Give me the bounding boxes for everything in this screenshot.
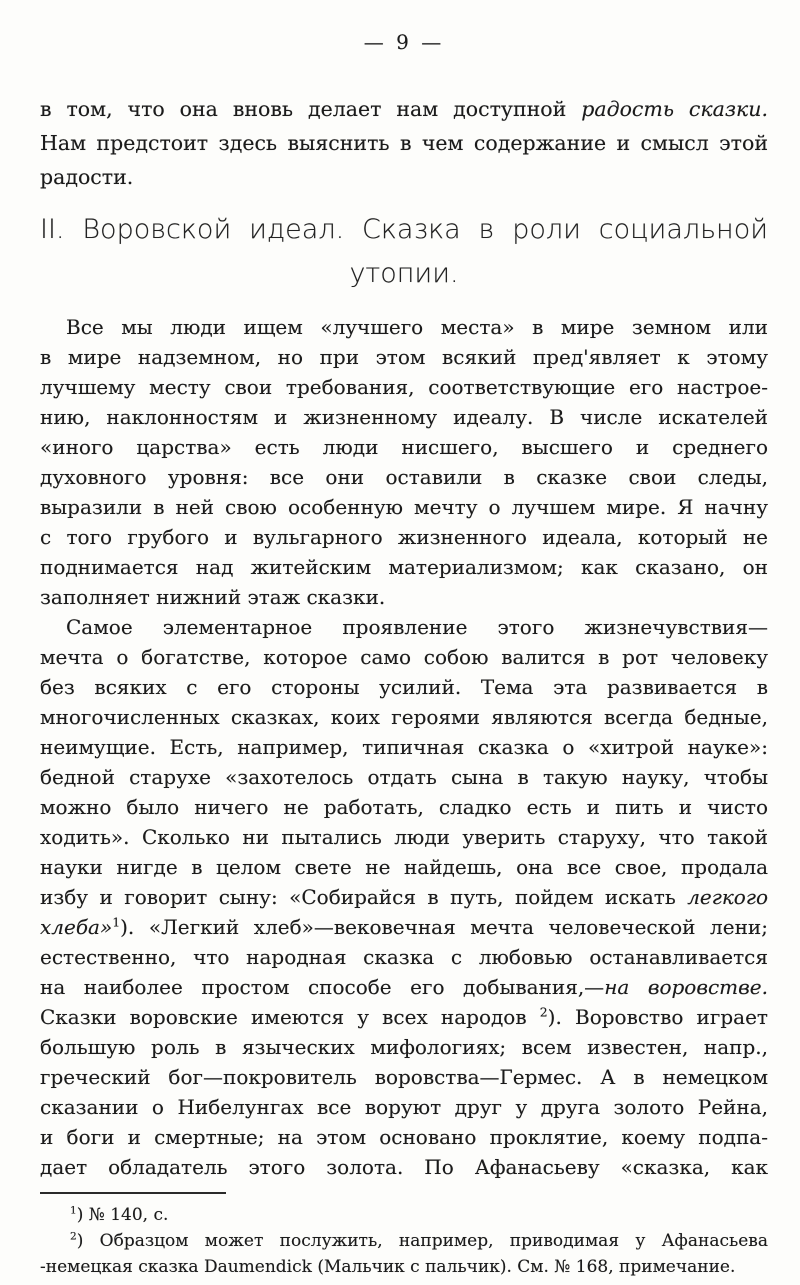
- text-line: [40, 160, 768, 194]
- text-segment: ) № 140, с.: [76, 1205, 169, 1225]
- text-segment: радости.: [40, 165, 134, 189]
- text-segment: науки нигде в целом свете не найдешь, она все свое, продала: [40, 855, 768, 879]
- text-line: [40, 882, 768, 912]
- text-segment: Нам предстоит здесь выяснить в чем содержание и смысл этой: [40, 131, 768, 155]
- text-line: [40, 672, 768, 702]
- text-segment: духовного уровня: все они оставили в сказке свои следы,: [40, 465, 768, 489]
- text-segment: 2: [70, 1230, 77, 1243]
- text-segment: хлеба»: [40, 915, 113, 939]
- footnote-separator: [40, 1192, 226, 1194]
- text-line: [40, 432, 768, 462]
- text-line: [40, 1202, 768, 1228]
- paragraph-seekers: [40, 312, 768, 612]
- text-segment: нию, наклонностям и жизненному идеалу. В числе искателей: [40, 405, 768, 429]
- text-segment: Сказки воровские имеются у всех народов: [40, 1005, 540, 1029]
- text-segment: ) Образцом может послужить, например, приводимая у Афанасьева: [76, 1231, 768, 1251]
- text-segment: естественно, что народная сказка с любовью останавливается: [40, 945, 768, 969]
- text-segment: Самое элементарное проявление этого жизнечувствия—: [66, 615, 768, 639]
- text-line: [40, 702, 768, 732]
- text-line: [40, 372, 768, 402]
- text-segment: легкого: [687, 885, 768, 909]
- section-heading-line-1: II. Воровской идеал. Сказка в роли социальной: [40, 214, 768, 245]
- text-line: [40, 1254, 768, 1280]
- text-segment: с того грубого и вульгарного жизненного идеала, который не: [40, 525, 768, 549]
- text-line: [40, 1002, 768, 1032]
- text-line: [40, 522, 768, 552]
- text-line: [40, 942, 768, 972]
- text-segment: лучшему месту свои требования, соответствующие его настрое-: [40, 375, 768, 399]
- text-line: [40, 492, 768, 522]
- text-segment: большую роль в языческих мифологиях; всем известен, напр.,: [40, 1035, 768, 1059]
- footnote-2: [40, 1228, 768, 1280]
- text-segment: поднимается над житейским материализмом; как сказано, он: [40, 555, 768, 579]
- text-segment: греческий бог—покровитель воровства—Гермес. А в немецком: [40, 1065, 768, 1089]
- text-segment: 2: [539, 1004, 548, 1020]
- section-heading-line-2: утопии.: [349, 258, 459, 289]
- text-segment: -немецкая сказка Daumendick (Мальчик с пальчик). См. № 168, примечание.: [40, 1257, 736, 1277]
- text-segment: ходить». Сколько ни пытались люди уверить старуху, что такой: [40, 825, 768, 849]
- footnotes-list: [40, 1202, 768, 1280]
- text-line: [40, 1228, 768, 1254]
- text-line: [40, 912, 768, 942]
- text-segment: сказании о Нибелунгах все воруют друг у друга золото Рейна,: [40, 1095, 768, 1119]
- text-line: [40, 126, 768, 160]
- text-line: [40, 822, 768, 852]
- text-line: [40, 342, 768, 372]
- text-segment: заполняет нижний этаж сказки.: [40, 585, 386, 609]
- text-segment: многочисленных сказках, коих героями являются всегда бедные,: [40, 705, 768, 729]
- text-line: [40, 402, 768, 432]
- text-segment: можно было ничего не работать, сладко есть и пить и чисто: [40, 795, 768, 819]
- text-line: [40, 462, 768, 492]
- text-segment: избу и говорит сыну: «Собирайся в путь, пойдем искать: [40, 885, 688, 909]
- text-line: [40, 762, 768, 792]
- text-line: [40, 92, 768, 126]
- body-top: [40, 92, 768, 194]
- text-segment: выразили в ней свою особенную мечту о лучшем мире. Я начну: [40, 495, 768, 519]
- text-segment: ). «Легкий хлеб»—вековечная мечта человеческой лени;: [120, 915, 768, 939]
- text-segment: Все мы люди ищем «лучшего места» в мире земном или: [66, 315, 768, 339]
- text-line: [40, 1032, 768, 1062]
- text-segment: на наиболее простом способе его добывания,—: [40, 975, 605, 999]
- text-segment: 1: [112, 914, 121, 930]
- text-line: [40, 972, 768, 1002]
- text-line: [40, 1152, 768, 1182]
- text-segment: неимущие. Есть, например, типичная сказка о «хитрой науке»:: [40, 735, 768, 759]
- footnote-1: [40, 1202, 768, 1228]
- text-segment: без всяких с его стороны усилий. Тема эта развивается в: [40, 675, 768, 699]
- text-segment: в том, что она вновь делает нам доступной: [40, 97, 582, 121]
- text-line: [40, 582, 768, 612]
- text-line: [40, 642, 768, 672]
- paragraph-continuation: [40, 92, 768, 194]
- text-line: [40, 852, 768, 882]
- text-line: [40, 1062, 768, 1092]
- text-segment: «иного царства» есть люди нисшего, высшего и среднего: [40, 435, 768, 459]
- text-line: [40, 792, 768, 822]
- text-line: [40, 312, 768, 342]
- text-segment: мечта о богатстве, которое само собою валится в рот человеку: [40, 645, 768, 669]
- text-segment: на воровстве.: [604, 975, 768, 999]
- text-segment: бедной старухе «захотелось отдать сына в такую науку, чтобы: [40, 765, 768, 789]
- text-line: [40, 732, 768, 762]
- text-segment: в мире надземном, но при этом всякий пред'являет к этому: [40, 345, 768, 369]
- section-heading: [40, 208, 768, 296]
- text-segment: дает обладатель этого золота. По Афанасьеву «сказка, как: [40, 1155, 768, 1179]
- text-line: [40, 1092, 768, 1122]
- text-segment: и боги и смертные; на этом основано проклятие, коему подпа-: [40, 1125, 768, 1149]
- body-main: [40, 312, 768, 1182]
- text-segment: радость сказки.: [581, 97, 768, 121]
- page-number: — 9 —: [363, 30, 445, 54]
- text-segment: ). Воровство играет: [547, 1005, 768, 1029]
- text-line: [40, 612, 768, 642]
- paragraph-wealth-dream: [40, 612, 768, 1182]
- text-line: [40, 552, 768, 582]
- text-segment: 1: [70, 1204, 77, 1217]
- text-line: [40, 1122, 768, 1152]
